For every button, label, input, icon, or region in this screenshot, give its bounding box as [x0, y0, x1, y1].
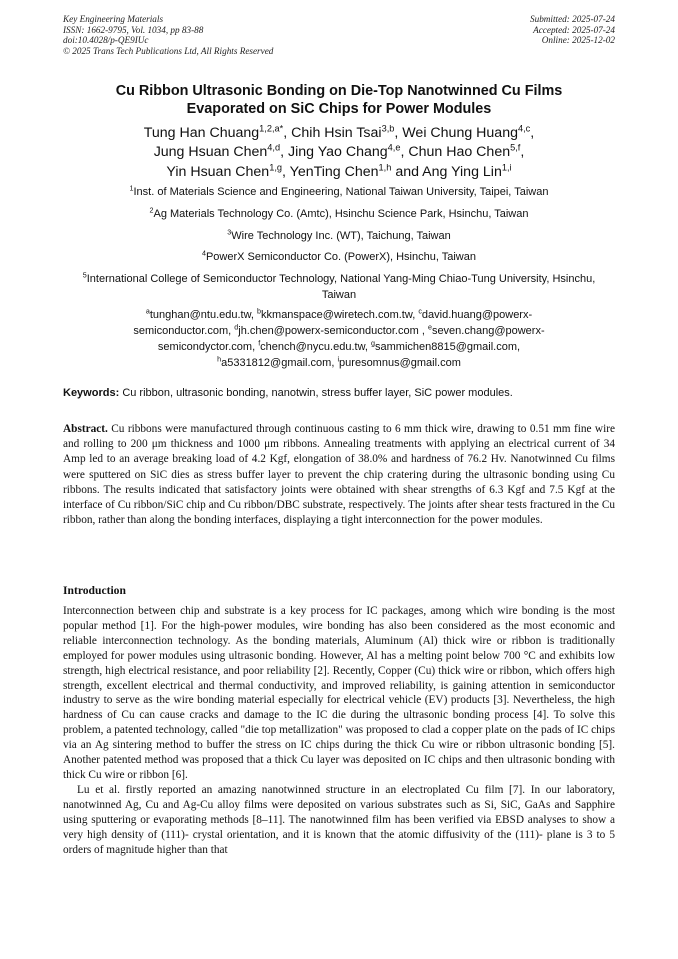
- author-name: Jung Hsuan Chen: [153, 144, 268, 161]
- email-sup: d: [234, 323, 239, 332]
- email-sup: a: [145, 307, 150, 316]
- author-sep: ,: [280, 144, 288, 161]
- publication-dates: [530, 14, 615, 46]
- author-affil-sup: 4,c: [517, 123, 531, 134]
- affiliation-3: [63, 229, 615, 245]
- author-line-3: [63, 163, 615, 182]
- author-sep: ,: [520, 144, 525, 161]
- author-affil-sup: 4,d: [267, 142, 281, 153]
- email-link[interactable]: david.huang@powerx-: [421, 309, 533, 321]
- accepted-date: Accepted: 2025-07-24: [533, 24, 615, 35]
- email-link[interactable]: a5331812@gmail.com,: [221, 357, 335, 369]
- author-name: Tung Han Chuang: [143, 125, 260, 141]
- affiliation-text: Ag Materials Technology Co. (Amtc), Hsinchu Science Park, Hsinchu, Taiwan: [153, 208, 529, 220]
- keywords-line: [63, 386, 615, 400]
- email-link[interactable]: sammichen8815@gmail.com,: [375, 341, 521, 353]
- email-link[interactable]: tunghan@ntu.edu.tw,: [149, 309, 254, 321]
- author-sep: ,: [282, 163, 290, 180]
- keywords-label: Keywords:: [63, 387, 120, 399]
- author-sep: ,: [283, 125, 292, 141]
- email-line-3: [63, 339, 615, 355]
- author-affil-sup: 1,i: [501, 162, 512, 173]
- author-name: Wei Chung Huang: [402, 125, 518, 141]
- email-link[interactable]: puresomnus@gmail.com: [339, 357, 461, 369]
- email-sup: c: [418, 307, 422, 316]
- section-heading-introduction: Introduction: [63, 584, 126, 597]
- email-sup: i: [337, 355, 340, 364]
- email-sup: g: [371, 339, 376, 348]
- author-name: Ang Ying Lin: [422, 163, 502, 180]
- introduction-body: [63, 604, 615, 857]
- email-link[interactable]: semicondyctor.com,: [157, 341, 256, 353]
- affiliation-num: 2: [149, 206, 154, 215]
- affiliation-num: 1: [129, 184, 134, 193]
- email-line-1: [63, 307, 615, 323]
- email-link[interactable]: kkmanspace@wiretech.com.tw,: [261, 309, 416, 321]
- email-link[interactable]: chench@nycu.edu.tw,: [260, 341, 368, 353]
- intro-paragraph-2: Lu et al. firstly reported an amazing nanotwinned structure in an electroplated Cu film [7]. In our laboratory, nanotwinned Ag, Cu and Ag-Cu alloy films were deposited on various substrates such as Si, SiC, GaAs and Sapphire using sputtering or evaporating methods [8–11]. The nanotwinned film has been verified via EBSD analyses to show a very high density of (111)- crystal orientation, and it is known that the atomic diffusivity of the (111)- plane is 3 to 5 orders of magnitude higher than that: [63, 783, 615, 856]
- journal-name: Key Engineering Materials: [63, 14, 164, 24]
- affiliation-text: International College of Semiconductor Technology, National Yang-Ming Chiao-Tung University, Hsinchu, Taiwan: [86, 273, 596, 301]
- author-name: Chih Hsin Tsai: [291, 125, 382, 141]
- email-link[interactable]: jh.chen@powerx-semiconductor.com ,: [238, 325, 425, 337]
- author-sep: ,: [400, 144, 409, 161]
- affiliation-4: [63, 250, 615, 266]
- author-line-1: [63, 124, 615, 143]
- paper-title: [63, 82, 615, 118]
- email-sup: h: [217, 355, 222, 364]
- email-sup: b: [257, 307, 262, 316]
- email-link[interactable]: semiconductor.com,: [133, 325, 232, 337]
- affiliation-num: 3: [227, 228, 232, 237]
- author-affil-sup: 1,g: [269, 162, 283, 173]
- affiliation-2: [63, 207, 615, 223]
- title-line-2: Evaporated on SiC Chips for Power Modules: [186, 101, 492, 117]
- author-sep: ,: [530, 125, 535, 141]
- email-sup: f: [258, 339, 261, 348]
- affiliation-text: Inst. of Materials Science and Engineering, National Taiwan University, Taipei, Taiwan: [133, 186, 549, 198]
- author-name: Jing Yao Chang: [287, 144, 388, 161]
- author-sep: and: [391, 163, 423, 180]
- author-list: [63, 124, 615, 182]
- author-line-2: [63, 143, 615, 162]
- author-affil-sup: 1,2,a*: [259, 123, 284, 134]
- keywords-text: Cu ribbon, ultrasonic bonding, nanotwin, stress buffer layer, SiC power modules.: [122, 387, 513, 399]
- author-emails: [63, 307, 615, 371]
- author-name: YenTing Chen: [289, 163, 379, 180]
- author-name: Yin Hsuan Chen: [166, 163, 270, 180]
- affiliation-text: Wire Technology Inc. (WT), Taichung, Taiwan: [231, 230, 451, 242]
- author-affil-sup: 3,b: [381, 123, 395, 134]
- email-line-4: [63, 355, 615, 371]
- email-link[interactable]: seven.chang@powerx-: [431, 325, 545, 337]
- abstract-text: Cu ribbons were manufactured through continuous casting to 6 mm thick wire, drawing to 0.51 mm fine wire and rolling to 200 μm thickness and 1000 μm ribbons. Annealing treatments with applying an electrical current of 34 Amp led to an average breaking load of 4.2 Kgf, elongation of 38.0% and hardness of 76.2 Hv. Nanotwinned Cu films were sputtered on SiC dies as stress buffer layer to prevent the chip cratering during the ultrasonic bonding using Cu ribbons. The results indicated that satisfactory joints were obtained with shear strengths of 6.3 Kgf and 7.5 Kgf at the interface of Cu ribbon/SiC chip and Cu ribbon/DBC substrate, respectively. The joints after shear tests fractured in the Cu ribbon, rather than along the bonding interfaces, displaying a tight interconnection for the power modules.: [63, 423, 615, 527]
- title-line-1: Cu Ribbon Ultrasonic Bonding on Die-Top Nanotwinned Cu Films: [115, 83, 563, 99]
- abstract-label: Abstract.: [63, 423, 108, 435]
- online-date: Online: 2025-12-02: [541, 35, 615, 46]
- affiliation-1: [63, 185, 615, 201]
- affiliation-num: 4: [201, 249, 206, 258]
- abstract-paragraph: [63, 422, 615, 528]
- journal-issn: ISSN: 1662-9795, Vol. 1034, pp 83-88: [63, 24, 204, 35]
- affiliation-text: PowerX Semiconductor Co. (PowerX), Hsinchu, Taiwan: [205, 251, 476, 263]
- intro-paragraph-1: Interconnection between chip and substrate is a key process for IC packages, among which wire bonding is the most popular method [1]. For the high-power modules, wire bonding has also been considered as the most economic and reliable interconnection technology. As the bonding materials, Aluminum (Al) thick wire or ribbon is traditionally employed for power modules using ultrasonic bonding. However, Al has a melting point below 700 °C and exhibits low strength, high electrical resistance, and poor reliability [2]. Recently, Copper (Cu) thick wire or ribbon, which offers high strength, excellent electrical and thermal conductivity, and improved reliability, is gaining attention in semiconductor industry to serve as the wire bonding material especially for electrical vehicle (EV) products [3]. Nevertheless, the high hardness of Cu can cause cracks and damage to the IC die during the ultrasonic bonding process [4]. To solve this problem, a patented technology, called "die top metallization" was proposed to clad a copper plate on the pads of IC chips via an Ag sintering method to buffer the stress on IC chips during the thick Cu wire or ribbon ultrasonic bonding [5]. Another patented method was proposed that a thick Cu layer was deposited on IC chips and then ultrasonic bonding with thick Cu wire or ribbon [6].: [63, 605, 615, 781]
- submitted-date: Submitted: 2025-07-24: [530, 14, 615, 24]
- email-line-2: [63, 323, 615, 339]
- doi-link[interactable]: doi:10.4028/p-QE9IUc: [63, 35, 149, 46]
- affiliation-num: 5: [82, 271, 87, 280]
- journal-header: [63, 14, 273, 56]
- copyright-notice: © 2025 Trans Tech Publications Ltd, All Rights Reserved: [63, 45, 274, 56]
- author-affil-sup: 4,e: [387, 142, 401, 153]
- email-sup: e: [427, 323, 432, 332]
- author-affil-sup: 5,f: [510, 142, 521, 153]
- affiliation-5: [63, 272, 615, 303]
- author-name: Chun Hao Chen: [408, 144, 511, 161]
- author-affil-sup: 1,h: [378, 162, 392, 173]
- author-sep: ,: [394, 125, 403, 141]
